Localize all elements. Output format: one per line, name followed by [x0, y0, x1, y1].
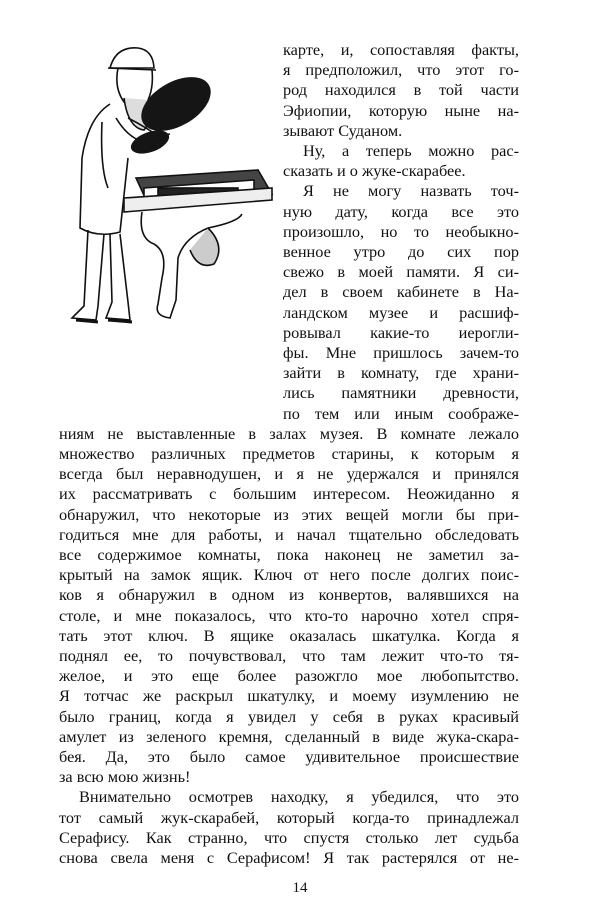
text-line: Я не могу назвать точ-: [303, 181, 519, 201]
text-line: желое, и это еще более разожгло мое любопытство.: [59, 666, 519, 686]
text-line: Внимательно осмотрев находку, я убедился, что это: [79, 787, 519, 807]
text-line: тот самый жук-скарабей, который когда-то принадлежал: [59, 807, 519, 827]
scarab-shape: [132, 66, 220, 142]
text-line: зывают Суданом.: [283, 120, 403, 140]
text-line: род находился в той части: [283, 80, 519, 100]
text-line: столе, и мне показалось, что кто-то нарочно хотел спря-: [59, 605, 519, 625]
text-line: карте, и, сопоставляя факты,: [283, 40, 519, 59]
text-line: множество различных предметов старины, к которым я: [59, 444, 519, 463]
text-line: зайти в комнату, где храни-: [283, 363, 519, 383]
text-line: Ну, а теперь можно рас-: [303, 141, 519, 160]
text-line: поднял ее, то почувствовал, что там лежит что-то тя-: [59, 646, 519, 665]
text-line: годиться мне для работы, и начал тщательно обследовать: [59, 524, 519, 544]
text-line: ландском музее и расшиф-: [283, 302, 519, 322]
text-line: амулет из зеленого кремня, сделанный в виде жука-скара-: [59, 726, 519, 746]
text-line: их рассматривать с большим интересом. Неожиданно я: [59, 484, 519, 504]
text-line: тать этот ключ. В ящике оказалась шкатулка. Когда я: [59, 625, 519, 645]
text-line: венное утро до сих пор: [283, 242, 519, 261]
text-line: было границ, когда я увидел у себя в руках красивый: [59, 706, 519, 726]
text-line: сказать и о жуке-скарабее.: [283, 161, 466, 181]
cap-shape: [110, 48, 154, 68]
text-line: все содержимое комнаты, пока наконец не заметил за-: [59, 545, 519, 564]
text-line: дел в своем кабинете в На-: [283, 282, 519, 302]
text-line: Эфиопии, которую ныне на-: [283, 100, 519, 120]
text-line: ровывал какие-то иерогли-: [283, 322, 519, 342]
text-line: крытый на замок ящик. Ключ от него после долгих поис-: [59, 565, 519, 585]
text-line: ков я обнаружил в одном из конвертов, валявшихся на: [59, 585, 519, 605]
text-line: по тем или иным соображе-: [283, 403, 519, 423]
text-line: произошло, но то необыкно-: [283, 221, 519, 241]
text-line: фы. Мне пришлось зачем-то: [283, 343, 519, 362]
text-line: бея. Да, это было самое удивительное происшествие: [59, 747, 519, 766]
text-line: обнаружил, что некоторые из этих вещей могли бы при-: [59, 504, 519, 524]
text-line: Я тотчас же раскрыл шкатулку, и моему изумлению не: [59, 686, 519, 706]
page-number: 14: [292, 880, 308, 896]
text-line: я предположил, что этот го-: [283, 60, 519, 80]
text-line: всегда был неравнодушен, и я не удержался и принялся: [59, 464, 519, 484]
text-line: ную дату, когда все это: [283, 201, 519, 221]
text-line: ниям не выставленные в залах музея. В комнате лежало: [59, 423, 519, 443]
text-line: лись памятники древности,: [283, 383, 519, 403]
text-line: Серафису. Как странно, что спустя столько лет судьба: [59, 827, 519, 847]
text-line: снова свела меня с Серафисом! Я так растерялся от не-: [59, 848, 519, 867]
text-line: за всю мою жизнь!: [59, 767, 191, 787]
text-line: свежо в моей памяти. Я си-: [283, 262, 519, 282]
figure-illustration: [58, 38, 278, 338]
